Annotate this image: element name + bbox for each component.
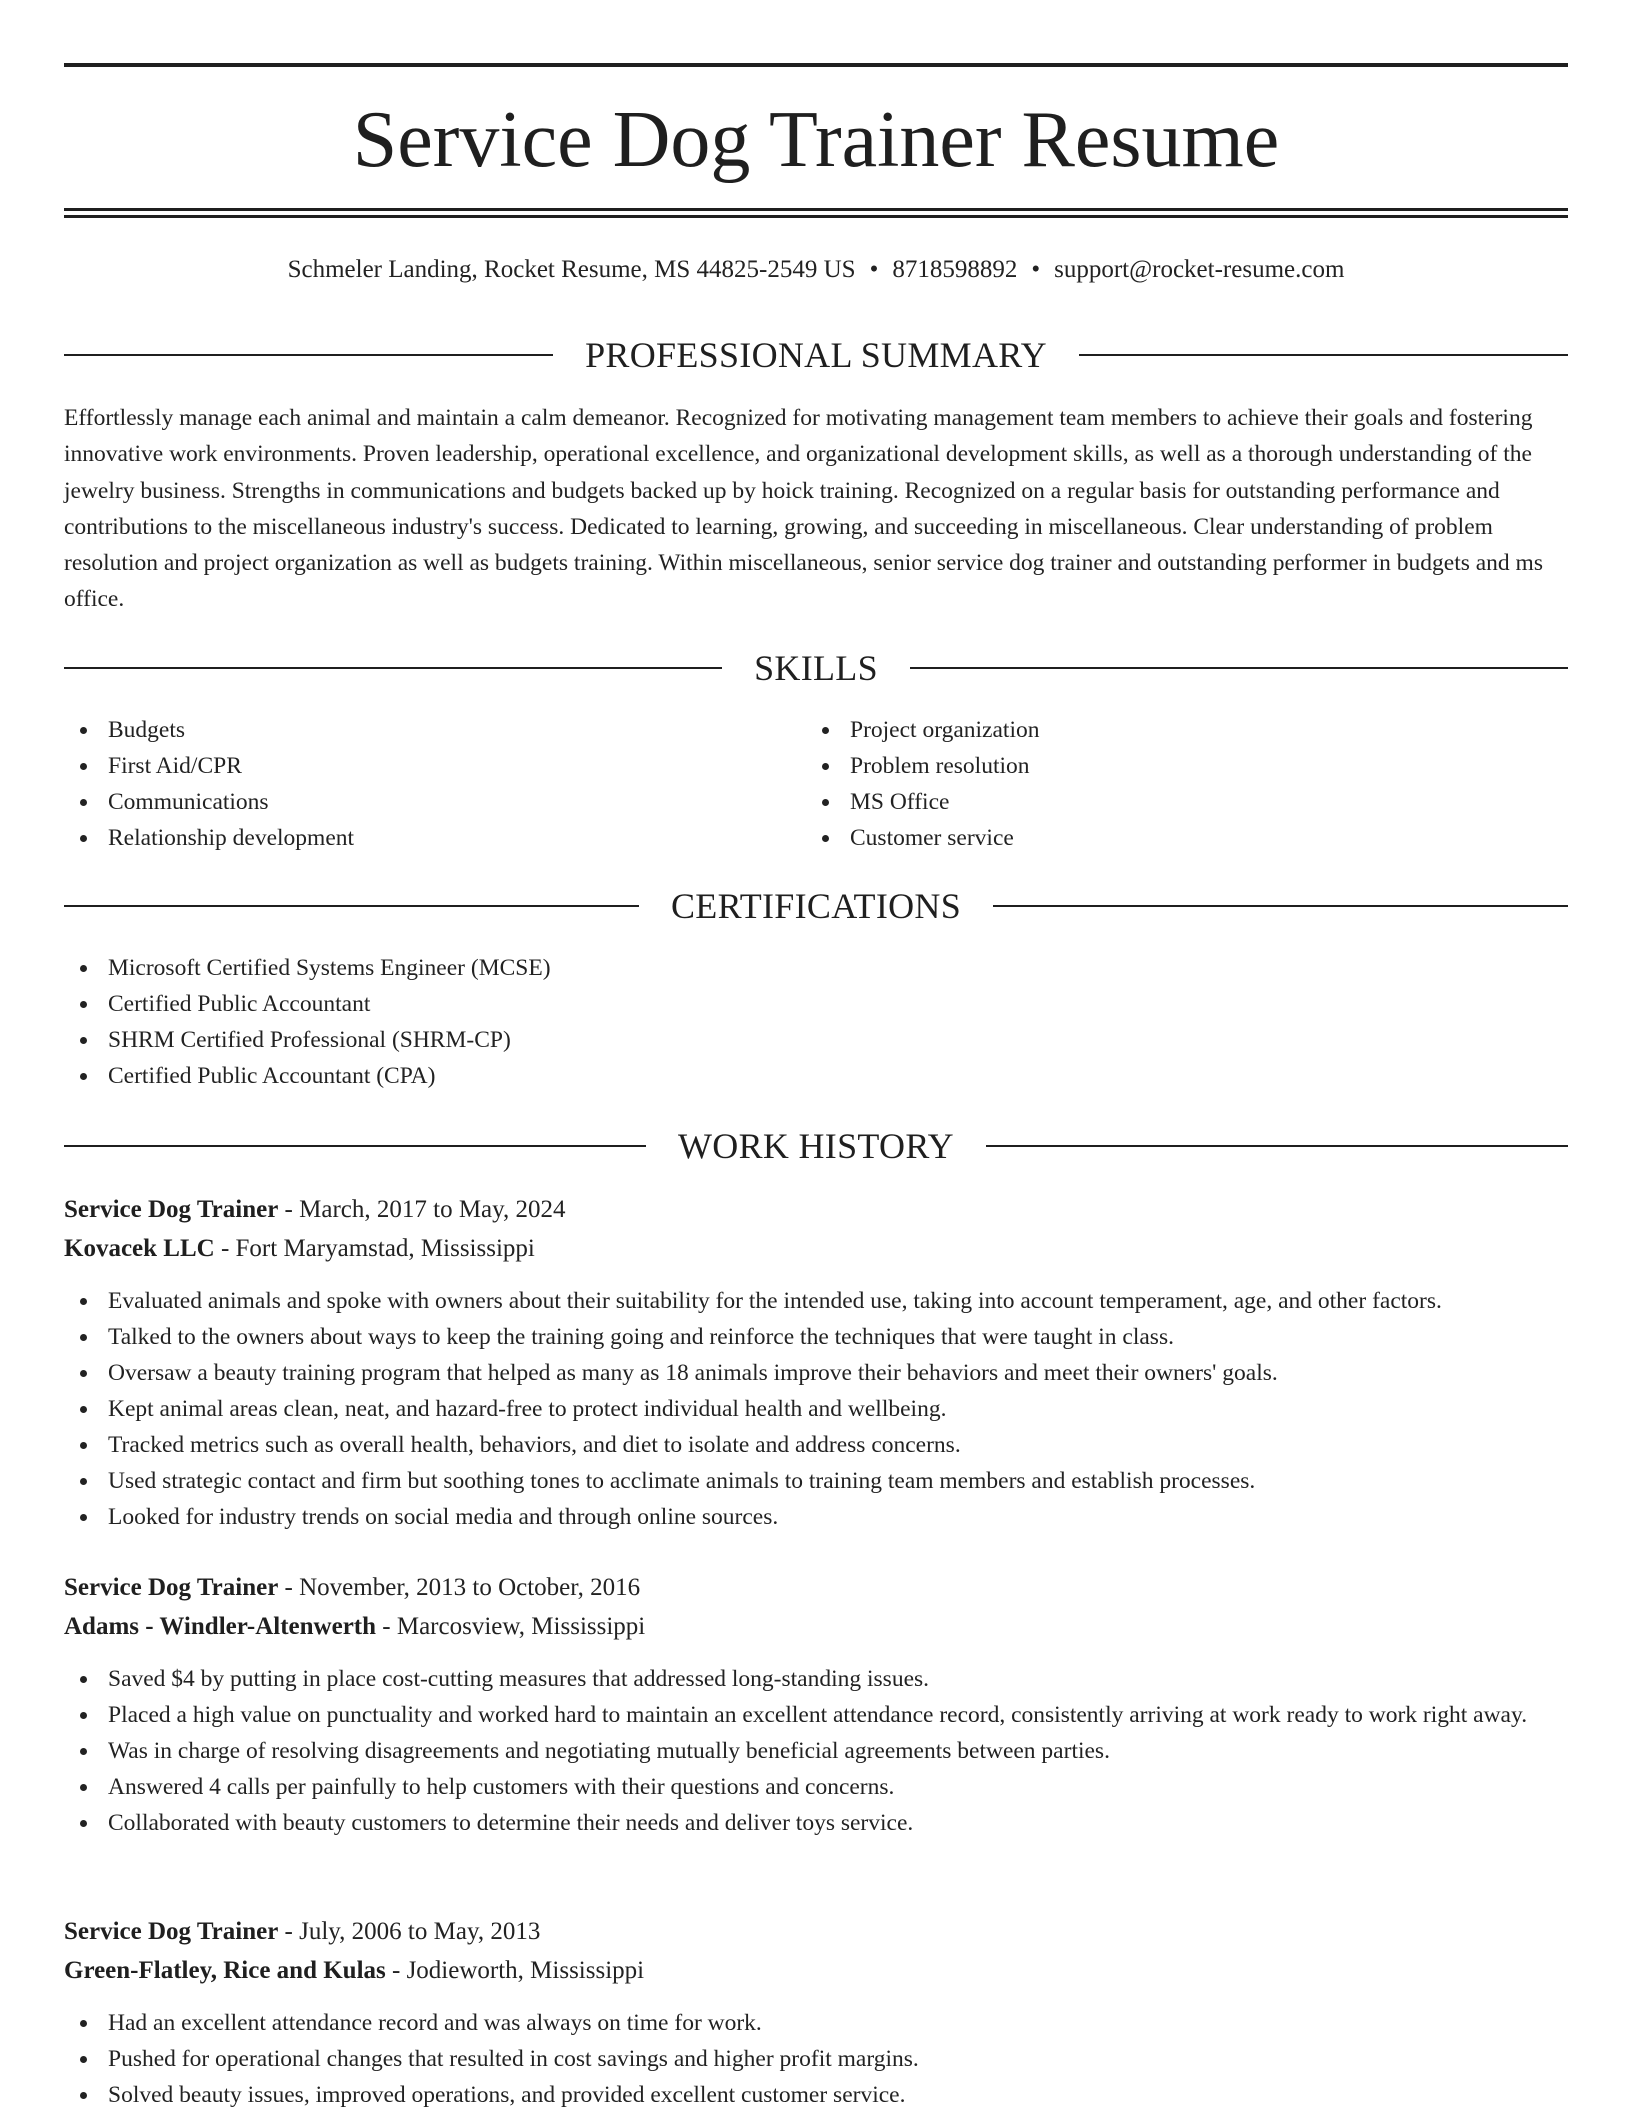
job-duty: Answered 4 calls per painfully to help customers with their questions and concerns. [64,1769,1568,1805]
contact-address: Schmeler Landing, Rocket Resume, MS 44825-2549 US [287,256,856,283]
contact-email: support@rocket-resume.com [1054,256,1345,283]
job-duty: Saved $4 by putting in place cost-cutting measures that addressed long-standing issues. [64,1661,1568,1697]
job-duties-list [64,1283,1568,1535]
heading-rule-right [986,1145,1568,1147]
section-title: PROFESSIONAL SUMMARY [585,335,1047,375]
heading-rule-right [993,905,1568,907]
job-company: Green-Flatley, Rice and Kulas [64,1957,386,1984]
job-duty: Looked for industry trends on social media and through online sources. [64,1499,1568,1535]
section-title: WORK HISTORY [678,1126,954,1166]
job-duty: Had an excellent attendance record and was always on time for work. [64,2005,1568,2041]
skills-list-right [806,712,1566,856]
job-duties-list [64,2005,1568,2113]
job-title: Service Dog Trainer [64,1574,279,1601]
job-entry [64,1190,1568,1535]
job-duty: Collaborated with beauty customers to determine their needs and deliver toys service. [64,1805,1568,1841]
contact-separator: • [1031,256,1041,283]
section-heading-certifications [64,886,1568,926]
skill-item: Project organization [806,712,1566,748]
section-title: CERTIFICATIONS [670,886,962,926]
heading-rule-right [910,667,1568,669]
job-location: - Jodieworth, Mississippi [385,1957,645,1984]
header-double-rule [64,208,1568,218]
job-duty: Evaluated animals and spoke with owners about their suitability for the intended use, taking into account temperament, age, and other factors. [64,1283,1568,1319]
job-duty: Pushed for operational changes that resulted in cost savings and higher profit margins. [64,2041,1568,2077]
job-duty: Was in charge of resolving disagreements and negotiating mutually beneficial agreements between parties. [64,1733,1568,1769]
section-heading-summary [64,335,1568,375]
skill-item: Relationship development [64,820,804,856]
section-heading-skills [64,648,1568,688]
job-location: - Marcosview, Mississippi [376,1613,646,1640]
job-duties-list [64,1661,1568,1841]
resume-title: Service Dog Trainer Resume [352,96,1280,184]
heading-rule-left [64,905,639,907]
skill-item: First Aid/CPR [64,748,804,784]
job-role-line [64,1568,1568,1607]
certification-item: Microsoft Certified Systems Engineer (MCSE) [64,950,1064,986]
job-location: - Fort Maryamstad, Mississippi [214,1235,535,1262]
summary-text: Effortlessly manage each animal and maintain a calm demeanor. Recognized for motivating management team members to achieve their goals and fostering innovative work environments. Proven leadership, operational excellence, and organizational development skills, as well as a thorough understanding of the jewelry business. Strengths in communications and budgets backed up by hoick training. Recognized on a regular basis for outstanding performance and contributions to the miscellaneous industry's success. Dedicated to learning, growing, and succeeding in miscellaneous. Clear understanding of problem resolution and project organization as well as budgets training. Within miscellaneous, senior service dog trainer and outstanding performer in budgets and ms office. [64,405,1543,613]
skill-item: MS Office [806,784,1566,820]
section-title: SKILLS [754,648,878,688]
section-heading-work-history [64,1126,1568,1166]
job-entry [64,1912,1568,2113]
job-role-line [64,1190,1568,1229]
skills-column-right [806,712,1566,856]
heading-rule-right [1079,354,1568,356]
skill-item: Problem resolution [806,748,1566,784]
job-company-line [64,1951,1568,1990]
job-entry [64,1568,1568,1841]
job-duty: Placed a high value on punctuality and worked hard to maintain an excellent attendance record, consistently arriving at work ready to work right away. [64,1697,1568,1733]
job-title: Service Dog Trainer [64,1918,279,1945]
certification-item: Certified Public Accountant [64,986,1064,1022]
contact-phone: 8718598892 [892,256,1018,283]
job-duty: Kept animal areas clean, neat, and hazard-free to protect individual health and wellbeing. [64,1391,1568,1427]
job-duty: Talked to the owners about ways to keep the training going and reinforce the techniques that were taught in class. [64,1319,1568,1355]
job-duty: Tracked metrics such as overall health, behaviors, and diet to isolate and address concerns. [64,1427,1568,1463]
certifications-block [64,950,1064,1094]
job-duty: Oversaw a beauty training program that helped as many as 18 animals improve their behaviors and meet their owners' goals. [64,1355,1568,1391]
contact-line [64,254,1568,286]
job-duty: Used strategic contact and firm but soothing tones to acclimate animals to training team members and establish processes. [64,1463,1568,1499]
heading-rule-left [64,1145,646,1147]
certifications-list [64,950,1064,1094]
job-dates: - March, 2017 to May, 2024 [278,1196,566,1223]
job-dates: - July, 2006 to May, 2013 [278,1918,541,1945]
job-company-line [64,1229,1568,1268]
skill-item: Budgets [64,712,804,748]
job-title: Service Dog Trainer [64,1196,279,1223]
certification-item: Certified Public Accountant (CPA) [64,1058,1064,1094]
heading-rule-left [64,667,722,669]
job-dates: - November, 2013 to October, 2016 [278,1574,641,1601]
job-duty: Solved beauty issues, improved operations, and provided excellent customer service. [64,2077,1568,2113]
job-company-line [64,1607,1568,1646]
job-company: Adams - Windler-Altenwerth [64,1613,377,1640]
contact-separator: • [869,256,879,283]
certification-item: SHRM Certified Professional (SHRM-CP) [64,1022,1064,1058]
skills-list-left [64,712,804,856]
header-top-rule [64,63,1568,67]
job-role-line [64,1912,1568,1951]
job-company: Kovacek LLC [64,1235,215,1262]
heading-rule-left [64,354,553,356]
skill-item: Customer service [806,820,1566,856]
skills-column-left [64,712,804,856]
skill-item: Communications [64,784,804,820]
